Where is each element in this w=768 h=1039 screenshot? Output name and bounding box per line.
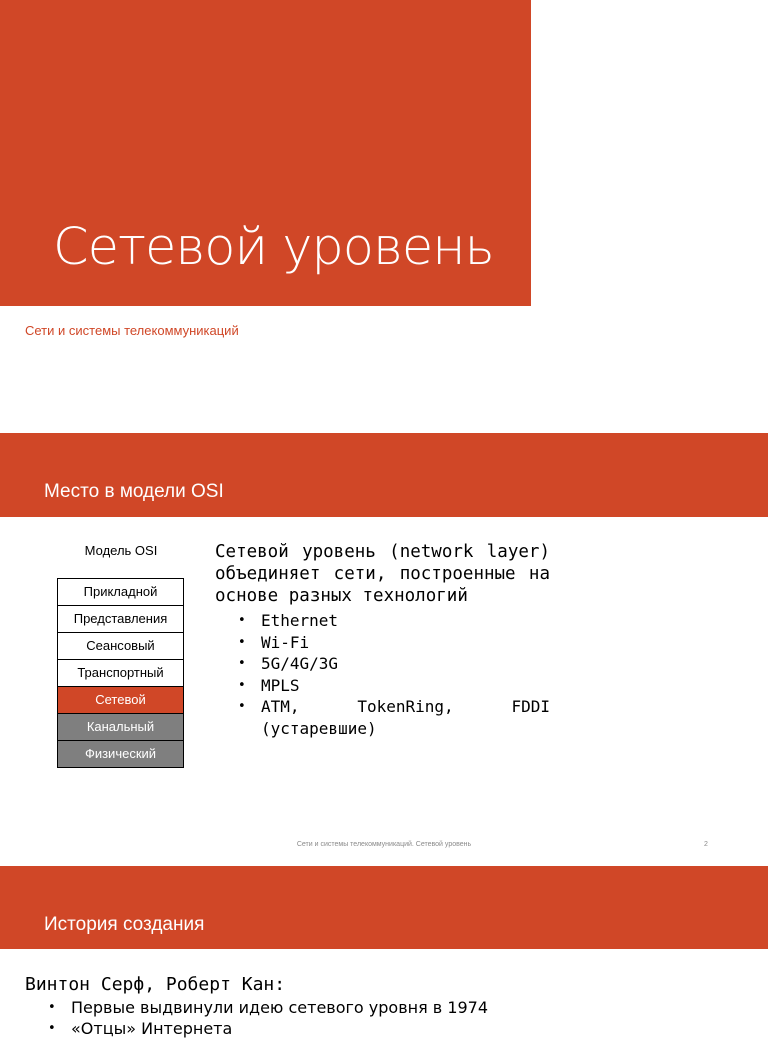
history-list <box>48 997 488 1039</box>
osi-slide <box>0 433 768 865</box>
osi-layer-physical: Физический <box>57 740 184 768</box>
history-slide <box>0 866 768 1038</box>
slide-footer: Сети и системы телекоммуникаций. Сетевой уровень <box>296 841 472 848</box>
legacy-fddi: FDDI <box>511 697 550 716</box>
osi-layer-presentation: Представления <box>57 605 184 633</box>
title-block <box>0 0 531 306</box>
osi-caption: Модель OSI <box>84 543 158 558</box>
list-item-legacy <box>238 696 550 739</box>
technology-list <box>238 610 550 739</box>
slide-title: Сетевой уровень <box>53 218 494 277</box>
list-item: • Ethernet <box>238 610 550 632</box>
legacy-atm: • ATM, <box>261 697 300 716</box>
slide-heading: Место в модели OSI <box>44 481 224 502</box>
osi-layer-stack <box>57 578 184 768</box>
slide-header <box>0 866 768 949</box>
legacy-tokenring: TokenRing, <box>357 697 454 716</box>
history-intro: Винтон Серф, Роберт Кан: <box>25 974 286 995</box>
osi-layer-session: Сеансовый <box>57 632 184 660</box>
legacy-tech-line <box>261 696 550 718</box>
legacy-note: (устаревшие) <box>261 718 377 738</box>
slide-header <box>0 433 768 517</box>
osi-layer-transport: Транспортный <box>57 659 184 687</box>
list-item: • «Отцы» Интернета <box>48 1018 488 1039</box>
osi-layer-datalink: Канальный <box>57 713 184 741</box>
title-slide <box>0 0 768 432</box>
list-item: • Первые выдвинули идею сетевого уровня в 1974 <box>48 997 488 1018</box>
osi-layer-application: Прикладной <box>57 578 184 606</box>
network-layer-description: Сетевой уровень (network layer) объединяет сети, построенные на основе разных технологий <box>215 542 550 606</box>
list-item: • Wi-Fi <box>238 632 550 654</box>
list-item: • 5G/4G/3G <box>238 653 550 675</box>
page-number: 2 <box>704 841 708 848</box>
list-item: • MPLS <box>238 675 550 697</box>
osi-layer-network: Сетевой <box>57 686 184 714</box>
slide-heading: История создания <box>44 914 205 935</box>
slide-subtitle: Сети и системы телекоммуникаций <box>25 323 239 338</box>
